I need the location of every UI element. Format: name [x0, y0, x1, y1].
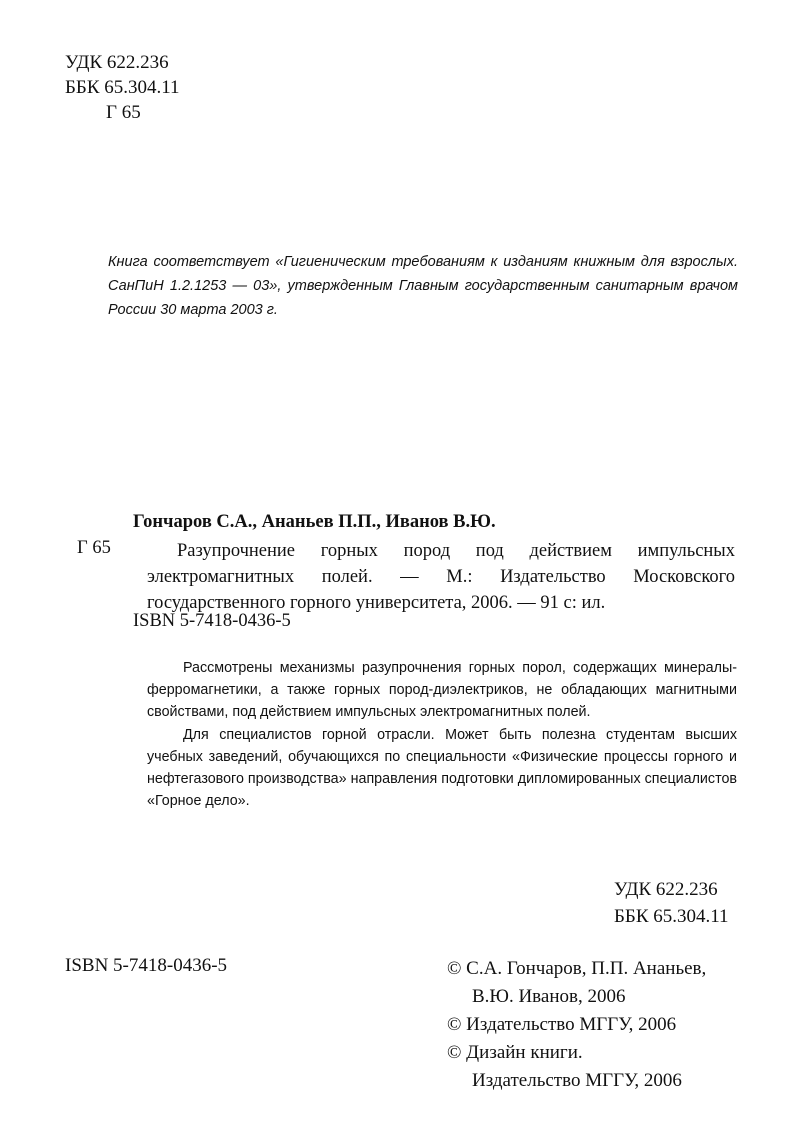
copyright-authors: © С.А. Гончаров, П.П. Ананьев,	[447, 958, 707, 979]
isbn-biblio: ISBN 5-7418-0436-5	[133, 611, 291, 631]
copyright-design-cont: Издательство МГГУ, 2006	[472, 1070, 682, 1091]
hygiene-compliance-note: Книга соответствует «Гигиеническим требованиям к изданиям книжным для взрослых. СанПиН 1.2.1253 — 03», утвержденным Главным государственным санитарным врачом России 30 марта 2003 г.	[108, 254, 738, 318]
abstract-paragraph: Рассмотрены механизмы разупрочнения горных порол, содержащих минералы-ферромагнетики, а также горных пород-диэлектриков, не обладающих магнитными свойствами, под действием импульсных электромагнитных полей.	[147, 660, 737, 721]
authors-line: Гончаров С.А., Ананьев П.П., Иванов В.Ю.	[133, 512, 496, 532]
abstract	[147, 657, 737, 812]
classification-codes-top	[65, 50, 180, 125]
isbn-bottom: ISBN 5-7418-0436-5	[65, 955, 228, 976]
classification-codes-bottom	[614, 876, 739, 930]
author-mark: Г 65	[106, 102, 141, 123]
copyright-block	[447, 955, 706, 1095]
udk-code-bottom: УДК 622.236	[614, 879, 718, 900]
udk-code: УДК 622.236	[65, 52, 169, 73]
author-mark-biblio: Г 65	[77, 538, 111, 558]
copyright-design: © Дизайн книги.	[447, 1042, 583, 1063]
abstract-paragraph: Для специалистов горной отрасли. Может быть полезна студентам высших учебных заведений, обучающихся по специальности «Физические процессы горного и нефтегазового производства» направления подготовки дипломированных специалистов «Горное дело».	[147, 726, 737, 810]
bbk-code-bottom: ББК 65.304.11	[614, 906, 729, 927]
copyright-publisher: © Издательство МГГУ, 2006	[447, 1014, 677, 1035]
copyright-authors-cont: В.Ю. Иванов, 2006	[472, 986, 626, 1007]
book-title-description: Разупрочнение горных пород под действием импульсных электромагнитных полей. — М.: Издательство Московского государственного горного университета, 2006. — 91 с: ил.	[147, 541, 735, 613]
bibliographic-description	[147, 538, 735, 616]
bbk-code: ББК 65.304.11	[65, 77, 180, 98]
